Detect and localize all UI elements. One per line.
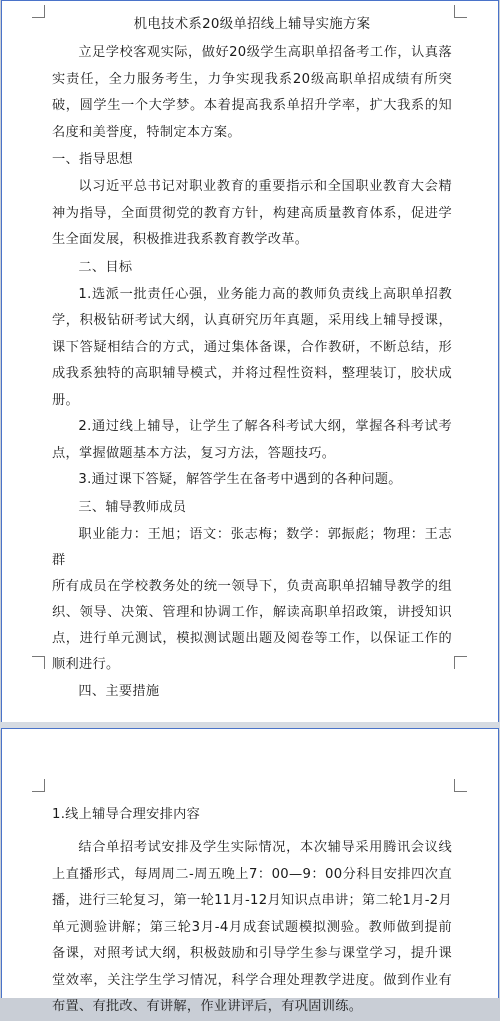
page-2-body xyxy=(52,801,452,1021)
page-1-body xyxy=(52,14,452,706)
goal-item-2: 2.通过线上辅导，让学生了解各科考试大纲，掌握各科考试考点，掌握做题基本方法，复习方法，答题技巧。 xyxy=(52,419,452,461)
online-tutoring-paragraph: 结合单招考试安排及学生实际情况，本次辅导采用腾讯会议线上直播形式，每周周二-周五晚上7：00—9：00分科目安排四次直播，进行三轮复习，第一轮11月-12月知识点串讲；第二轮1月-2月单元测验讲解；第三轮3月-4月成套试题模拟测验。教师做到提前备课，对照考试大纲，积极鼓励和引导学生参与课堂学习，提升课堂效率，关注学生学习情况，科学合理处理教学进度。做到作业有布置、有批改、有讲解，作业讲评后，有巩固训练。 xyxy=(52,840,452,1014)
margin-corner-marker xyxy=(32,656,45,669)
margin-corner-marker xyxy=(454,779,467,792)
document-page-1 xyxy=(1,0,499,724)
section-heading-tutors: 三、辅导教师成员 xyxy=(78,499,187,515)
margin-corner-marker xyxy=(32,5,45,18)
goal-item-3: 3.通过课下答疑，解答学生在备考中遇到的各种问题。 xyxy=(78,472,402,487)
tutor-members-paragraph: 所有成员在学校教务处的统一领导下，负责高职单招辅导教学的组织、领导、决策、管理和协调工作，解读高职单招政策，讲授知识点，进行单元测试，模拟测试题出题及阅卷等工作，以保证工作的顺利进行。 xyxy=(52,578,452,672)
goal-item-1: 1.选派一批责任心强，业务能力高的教师负责线上高职单招教学，积极钻研考试大纲，认真研究历年真题，采用线上辅导授课，课下答疑相结合的方式，通过集体备课，合作教研，不断总结，形成我系独特的高职辅导模式，并将过程性资料，整理装订，胶状成册。 xyxy=(52,286,452,408)
document-title: 机电技术系20级单招线上辅导实施方案 xyxy=(133,17,371,32)
margin-corner-marker xyxy=(32,779,45,792)
subheading-online-tutoring: 1.线上辅导合理安排内容 xyxy=(52,807,201,822)
document-page-2 xyxy=(1,728,499,1014)
tutor-members-line: 职业能力：王旭；语文：张志梅；数学：郭振彪；物理：王志群 xyxy=(52,526,452,568)
guiding-ideology-paragraph: 以习近平总书记对职业教育的重要指示和全国职业教育大会精神为指导，全面贯彻党的教育方针，构建高质量教育体系，促进学生全面发展，积极推进我系教育教学改革。 xyxy=(52,179,452,247)
section-heading-guiding-ideology: 一、指导思想 xyxy=(52,152,133,167)
margin-corner-marker xyxy=(454,5,467,18)
section-heading-goals: 二、目标 xyxy=(78,259,133,275)
intro-paragraph: 立足学校客观实际，做好20级学生高职单招备考工作，认真落实责任，全力服务考生，力争实现我系20级高职单招成绩有所突破，圆学生一个大学梦。本着提高我系单招升学率，扩大我系的知名度和美誉度，特制定本方案。 xyxy=(52,45,452,140)
section-heading-measures: 四、主要措施 xyxy=(78,683,160,699)
margin-corner-marker xyxy=(454,656,467,669)
